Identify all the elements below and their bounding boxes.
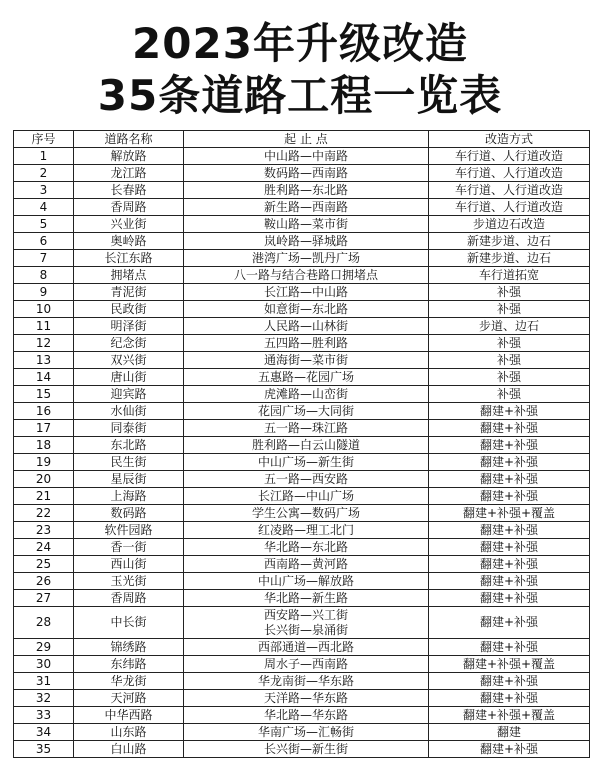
road-range: 八一路与结合巷路口拥堵点	[184, 267, 429, 284]
row-number: 2	[14, 165, 74, 182]
row-number: 19	[14, 454, 74, 471]
table-row	[14, 284, 590, 301]
renovation-method: 翻建+补强	[429, 522, 590, 539]
road-name: 兴业街	[74, 216, 184, 233]
table-row	[14, 318, 590, 335]
table-row	[14, 724, 590, 741]
row-number: 24	[14, 539, 74, 556]
renovation-method: 翻建+补强+覆盖	[429, 707, 590, 724]
table-row	[14, 673, 590, 690]
renovation-method: 翻建+补强	[429, 690, 590, 707]
road-range: 西部通道—西北路	[184, 639, 429, 656]
road-project-table	[13, 130, 590, 758]
table-row	[14, 488, 590, 505]
road-name: 同泰街	[74, 420, 184, 437]
road-range: 虎滩路—山峦街	[184, 386, 429, 403]
road-name: 软件园路	[74, 522, 184, 539]
row-number: 25	[14, 556, 74, 573]
table-row	[14, 335, 590, 352]
road-name: 民政街	[74, 301, 184, 318]
road-range: 胜利路—白云山隧道	[184, 437, 429, 454]
road-range: 花园广场—大同街	[184, 403, 429, 420]
road-name: 锦绣路	[74, 639, 184, 656]
row-number: 35	[14, 741, 74, 758]
road-name: 东纬路	[74, 656, 184, 673]
road-range: 长江路—中山路	[184, 284, 429, 301]
row-number: 16	[14, 403, 74, 420]
road-range: 华北路—新生路	[184, 590, 429, 607]
row-number: 13	[14, 352, 74, 369]
row-number: 12	[14, 335, 74, 352]
row-number: 33	[14, 707, 74, 724]
table-row	[14, 216, 590, 233]
road-name: 奥岭路	[74, 233, 184, 250]
table-row	[14, 199, 590, 216]
renovation-method: 翻建+补强	[429, 420, 590, 437]
road-range: 五四路—胜利路	[184, 335, 429, 352]
road-range: 五惠路—花园广场	[184, 369, 429, 386]
renovation-method: 翻建+补强	[429, 437, 590, 454]
row-number: 15	[14, 386, 74, 403]
table-row	[14, 437, 590, 454]
road-name: 天河路	[74, 690, 184, 707]
row-number: 14	[14, 369, 74, 386]
row-number: 7	[14, 250, 74, 267]
road-range: 华北路—华东路	[184, 707, 429, 724]
road-name: 中长街	[74, 607, 184, 639]
row-number: 17	[14, 420, 74, 437]
table-row	[14, 301, 590, 318]
page-title-line1: 2023年升级改造	[132, 19, 468, 68]
road-range: 中山广场—解放路	[184, 573, 429, 590]
table-row	[14, 165, 590, 182]
renovation-method: 新建步道、边石	[429, 233, 590, 250]
road-range: 长江路—中山广场	[184, 488, 429, 505]
header-range: 起 止 点	[184, 131, 429, 148]
road-range: 五一路—珠江路	[184, 420, 429, 437]
row-number: 29	[14, 639, 74, 656]
road-range: 如意街—东北路	[184, 301, 429, 318]
table-row	[14, 522, 590, 539]
road-range-line1: 西安路—兴工街	[263, 608, 348, 622]
header-road-name: 道路名称	[74, 131, 184, 148]
renovation-method: 补强	[429, 284, 590, 301]
road-name: 长江东路	[74, 250, 184, 267]
row-number: 30	[14, 656, 74, 673]
renovation-method: 补强	[429, 369, 590, 386]
road-range: 人民路—山林街	[184, 318, 429, 335]
table-row	[14, 639, 590, 656]
renovation-method: 车行道、人行道改造	[429, 199, 590, 216]
table-body	[14, 148, 590, 758]
header-no: 序号	[14, 131, 74, 148]
renovation-method: 翻建+补强	[429, 454, 590, 471]
table-row	[14, 741, 590, 758]
row-number: 11	[14, 318, 74, 335]
renovation-method: 翻建	[429, 724, 590, 741]
renovation-method: 车行道拓宽	[429, 267, 590, 284]
road-range: 周水子—西南路	[184, 656, 429, 673]
renovation-method: 翻建+补强	[429, 539, 590, 556]
table-row	[14, 471, 590, 488]
renovation-method: 步道边石改造	[429, 216, 590, 233]
road-name: 水仙街	[74, 403, 184, 420]
renovation-method: 翻建+补强	[429, 471, 590, 488]
road-range: 新生路—西南路	[184, 199, 429, 216]
road-range: 华龙南街—华东路	[184, 673, 429, 690]
road-name: 迎宾路	[74, 386, 184, 403]
renovation-method: 补强	[429, 386, 590, 403]
road-name: 数码路	[74, 505, 184, 522]
table-row	[14, 590, 590, 607]
table-row	[14, 573, 590, 590]
road-name: 中华西路	[74, 707, 184, 724]
row-number: 4	[14, 199, 74, 216]
table-row	[14, 690, 590, 707]
renovation-method: 补强	[429, 335, 590, 352]
renovation-method: 翻建+补强	[429, 556, 590, 573]
table-row	[14, 250, 590, 267]
road-name: 香周路	[74, 590, 184, 607]
table-row	[14, 369, 590, 386]
road-name: 纪念街	[74, 335, 184, 352]
renovation-method: 翻建+补强+覆盖	[429, 656, 590, 673]
renovation-method: 翻建+补强	[429, 673, 590, 690]
renovation-method: 补强	[429, 352, 590, 369]
road-name: 唐山街	[74, 369, 184, 386]
road-name: 西山街	[74, 556, 184, 573]
header-method: 改造方式	[429, 131, 590, 148]
road-range: 天洋路—华东路	[184, 690, 429, 707]
row-number: 26	[14, 573, 74, 590]
row-number: 6	[14, 233, 74, 250]
row-number: 20	[14, 471, 74, 488]
renovation-method: 翻建+补强	[429, 573, 590, 590]
renovation-method: 翻建+补强	[429, 488, 590, 505]
table-row	[14, 233, 590, 250]
page-title-line2: 35条道路工程一览表	[97, 71, 503, 120]
row-number: 5	[14, 216, 74, 233]
row-number: 3	[14, 182, 74, 199]
row-number: 31	[14, 673, 74, 690]
row-number: 34	[14, 724, 74, 741]
table-row	[14, 352, 590, 369]
renovation-method: 翻建+补强	[429, 639, 590, 656]
road-range: 长兴街—新生街	[184, 741, 429, 758]
road-name: 长春路	[74, 182, 184, 199]
road-range	[184, 607, 429, 639]
renovation-method: 翻建+补强	[429, 403, 590, 420]
renovation-method: 补强	[429, 301, 590, 318]
renovation-method: 步道、边石	[429, 318, 590, 335]
road-range: 岚岭路—驿城路	[184, 233, 429, 250]
row-number: 21	[14, 488, 74, 505]
renovation-method: 翻建+补强	[429, 607, 590, 639]
road-name: 明泽街	[74, 318, 184, 335]
row-number: 10	[14, 301, 74, 318]
road-range: 红凌路—理工北门	[184, 522, 429, 539]
table-row	[14, 556, 590, 573]
row-number: 27	[14, 590, 74, 607]
row-number: 28	[14, 607, 74, 639]
renovation-method: 车行道、人行道改造	[429, 148, 590, 165]
road-name: 星辰街	[74, 471, 184, 488]
row-number: 23	[14, 522, 74, 539]
table-header-row	[14, 131, 590, 148]
row-number: 1	[14, 148, 74, 165]
table-row	[14, 420, 590, 437]
table-row	[14, 607, 590, 639]
road-range: 西南路—黄河路	[184, 556, 429, 573]
road-range: 胜利路—东北路	[184, 182, 429, 199]
table-row	[14, 656, 590, 673]
row-number: 18	[14, 437, 74, 454]
renovation-method: 车行道、人行道改造	[429, 165, 590, 182]
road-range-line2: 长兴街—泉涌街	[263, 622, 348, 637]
table-row	[14, 539, 590, 556]
renovation-method: 车行道、人行道改造	[429, 182, 590, 199]
road-name: 东北路	[74, 437, 184, 454]
road-range: 华北路—东北路	[184, 539, 429, 556]
table-row	[14, 454, 590, 471]
road-name: 香周路	[74, 199, 184, 216]
road-name: 玉光街	[74, 573, 184, 590]
renovation-method: 翻建+补强+覆盖	[429, 505, 590, 522]
renovation-method: 翻建+补强	[429, 590, 590, 607]
road-range: 通海街—菜市街	[184, 352, 429, 369]
row-number: 8	[14, 267, 74, 284]
row-number: 32	[14, 690, 74, 707]
table-row	[14, 707, 590, 724]
road-name: 拥堵点	[74, 267, 184, 284]
table-row	[14, 267, 590, 284]
road-name: 香一街	[74, 539, 184, 556]
row-number: 9	[14, 284, 74, 301]
road-name: 解放路	[74, 148, 184, 165]
road-range: 学生公寓—数码广场	[184, 505, 429, 522]
road-range: 数码路—西南路	[184, 165, 429, 182]
table-row	[14, 148, 590, 165]
renovation-method: 翻建+补强	[429, 741, 590, 758]
road-range: 港湾广场—凯丹广场	[184, 250, 429, 267]
table-row	[14, 386, 590, 403]
road-name: 上海路	[74, 488, 184, 505]
road-name: 民生街	[74, 454, 184, 471]
table-row	[14, 182, 590, 199]
road-range: 五一路—西安路	[184, 471, 429, 488]
road-name: 龙江路	[74, 165, 184, 182]
table-row	[14, 403, 590, 420]
road-name: 青泥街	[74, 284, 184, 301]
road-name: 双兴街	[74, 352, 184, 369]
road-name: 华龙街	[74, 673, 184, 690]
road-range: 中山路—中南路	[184, 148, 429, 165]
road-range: 中山广场—新生街	[184, 454, 429, 471]
row-number: 22	[14, 505, 74, 522]
road-name: 白山路	[74, 741, 184, 758]
table-row	[14, 505, 590, 522]
road-range: 鞍山路—菜市街	[184, 216, 429, 233]
road-range: 华南广场—汇畅街	[184, 724, 429, 741]
road-name: 山东路	[74, 724, 184, 741]
renovation-method: 新建步道、边石	[429, 250, 590, 267]
